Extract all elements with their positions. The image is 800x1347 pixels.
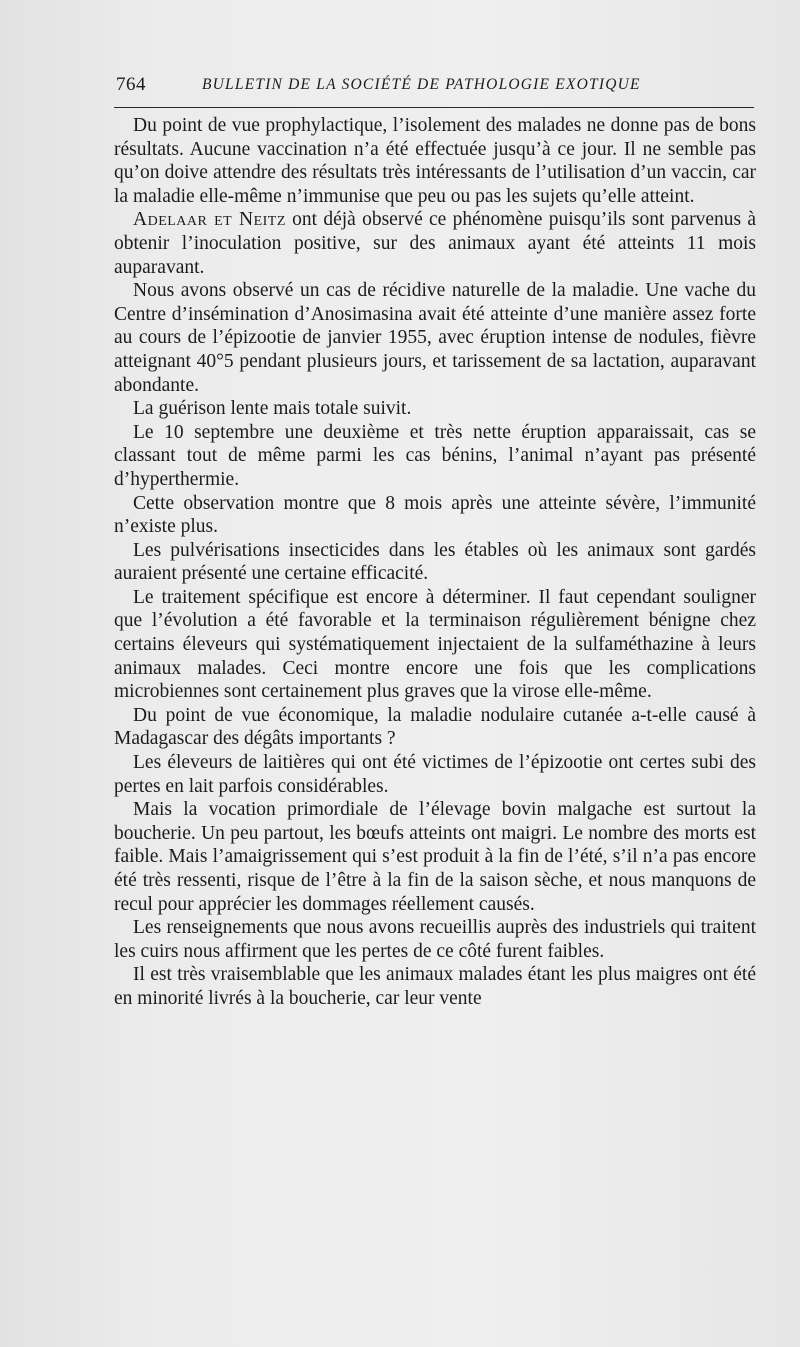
- paragraph-text: Le traitement spécifique est encore à déterminer. Il faut cependant souligner que l’évolution a été favorable et la terminaison régulièrement bénigne chez certains éleveurs qui systématiquement injectaient de la sulfaméthazine à leurs animaux malades. Ceci montre encore une fois que les complications microbiennes sont certainement plus graves que la virose elle-même.: [114, 586, 756, 703]
- paragraph-question-economique: [114, 704, 756, 751]
- paragraph-text: Du point de vue prophylactique, l’isolement des malades ne donne pas de bons résultats. Aucune vaccination n’a été effectuée jusqu’à ce jour. Il ne semble pas qu’on doive attendre des résultats très intéressants de l’utilisation d’un vaccin, car la maladie elle-même n’immunise que peu ou pas les sujets qu’elle atteint.: [114, 115, 756, 207]
- paragraph-text: La guérison lente mais totale suivit.: [133, 398, 412, 420]
- running-header: [116, 74, 752, 104]
- paragraph-traitement: [114, 586, 756, 704]
- paragraph-text: Les éleveurs de laitières qui ont été victimes de l’épizootie ont certes subi des pertes en lait parfois considérables.: [114, 752, 756, 797]
- paragraph-text: Du point de vue économique, la maladie nodulaire cutanée a-t-elle causé à Madagascar des dégâts importants ?: [114, 704, 756, 750]
- paragraph-text: Nous avons observé un cas de récidive naturelle de la maladie. Une vache du Centre d’insémination d’Anosimasina avait été atteinte d’une manière assez forte au cours de l’épizootie de janvier 1955, avec éruption intense de nodules, fièvre atteignant 40°5 pendant plusieurs jours, et tarissement de sa lactation, auparavant abondante.: [114, 280, 756, 396]
- paragraph-guerison: [114, 397, 756, 421]
- paragraph-text: Cette observation montre que 8 mois après une atteinte sévère, l’immunité n’existe plus.: [114, 492, 756, 538]
- page-number: 764: [116, 74, 146, 95]
- paragraph-text: Mais la vocation primordiale de l’élevage bovin malgache est surtout la boucherie. Un peu partout, les bœufs atteints ont maigri. Le nombre des morts est faible. Mais l’amaigrissement qui s’est produit à la fin de l’été, s’il n’a pas encore été très ressenti, risque de l’être à la fin de la saison sèche, et nous manquons de recul pour apprécier les dommages réellement causés.: [114, 799, 756, 915]
- paragraph-cuirs: [114, 916, 756, 963]
- paragraph-prophylaxis: [114, 114, 756, 208]
- paragraph-text: Les renseignements que nous avons recueillis auprès des industriels qui traitent les cuirs nous affirment que les pertes de ce côté furent faibles.: [114, 917, 756, 962]
- author-names: Adelaar et Neitz: [133, 209, 286, 231]
- paragraph-laitieres: [114, 751, 756, 798]
- paragraph-deuxieme-eruption: [114, 421, 756, 492]
- paragraph-pulverisations: [114, 539, 756, 586]
- paragraph-vente: [114, 963, 756, 1010]
- running-title: BULLETIN DE LA SOCIÉTÉ DE PATHOLOGIE EXOTIQUE: [202, 76, 641, 93]
- paragraph-boucherie: [114, 798, 756, 916]
- body-text: [114, 114, 756, 1011]
- header-rule: [114, 107, 754, 108]
- paragraph-text: Le 10 septembre une deuxième et très nette éruption apparaissait, cas se classant tout de même parmi les cas bénins, l’animal n’ayant pas présenté d’hyperthermie.: [114, 421, 756, 490]
- paragraph-observation: [114, 492, 756, 539]
- paragraph-text: Il est très vraisemblable que les animaux malades étant les plus maigres ont été en minorité livrés à la boucherie, car leur vente: [114, 964, 756, 1009]
- paragraph-adelaar-neitz: [114, 208, 756, 279]
- paragraph-recidive: [114, 279, 756, 397]
- paragraph-text: Les pulvérisations insecticides dans les étables où les animaux sont gardés auraient présenté une certaine efficacité.: [114, 539, 756, 585]
- paragraph-text: ont déjà observé ce phénomène puisqu’ils sont parvenus à obtenir l’inoculation positive, sur des animaux ayant été atteints 11 mois auparavant.: [114, 209, 756, 278]
